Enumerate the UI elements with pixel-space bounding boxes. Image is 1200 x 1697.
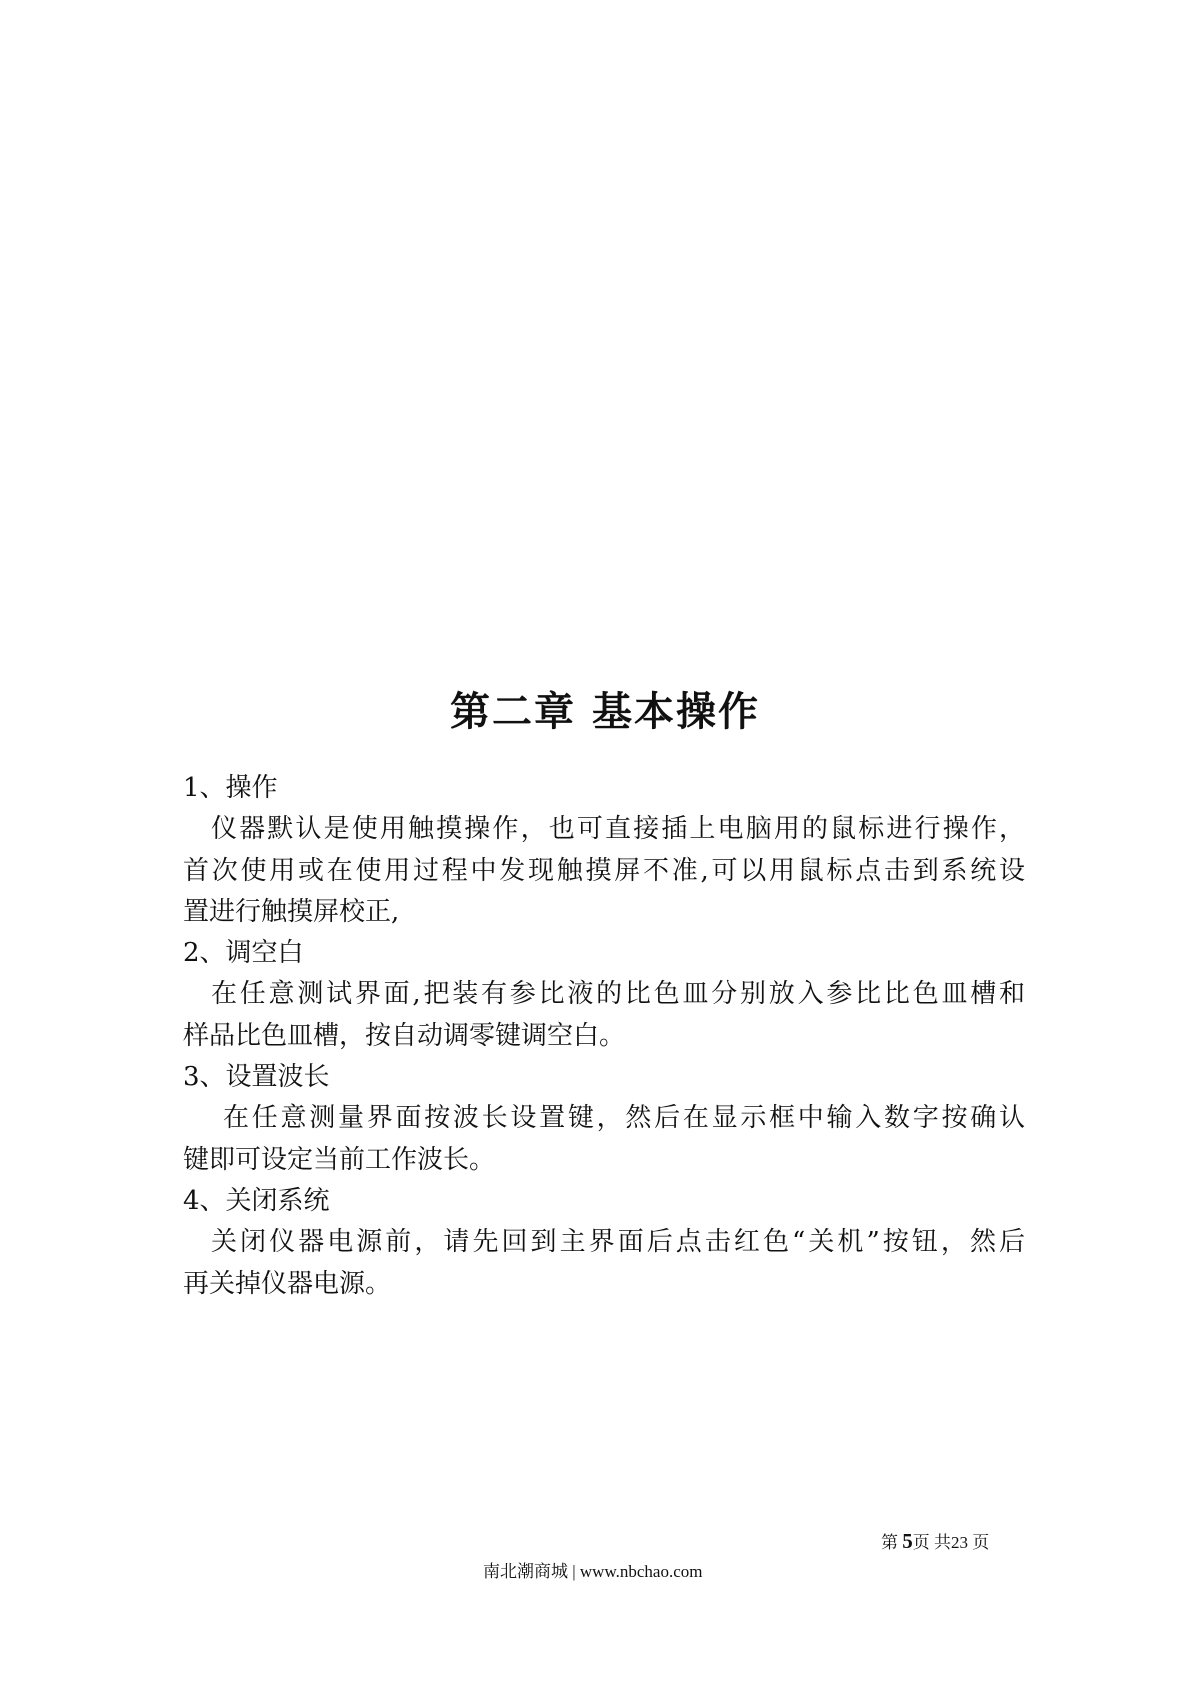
- paragraph-line: 仪器默认是使用触摸操作，也可直接插上电脑用的鼠标进行操作，: [211, 814, 1025, 845]
- page-prefix: 第: [881, 1533, 903, 1552]
- paragraph-line: 关闭仪器电源前，请先回到主界面后点击红色“关机”按钮，然后: [211, 1227, 1025, 1258]
- section-heading: 2、调空白: [183, 938, 304, 969]
- page-suffix: 页 共23 页: [912, 1533, 990, 1552]
- section-heading: 3、设置波长: [183, 1062, 330, 1093]
- paragraph-line: 首次使用或在使用过程中发现触摸屏不准,可以用鼠标点击到系统设: [183, 855, 1025, 886]
- paragraph-line: 键即可设定当前工作波长。: [183, 1144, 496, 1175]
- site-footer: 南北潮商城 | www.nbchao.com: [483, 1562, 703, 1581]
- current-page: 5: [902, 1529, 913, 1553]
- paragraph-line: 样品比色皿槽，按自动调零键调空白。: [183, 1020, 626, 1051]
- page-number: [881, 1528, 989, 1554]
- paragraph-line: 在任意测试界面,把装有参比液的比色皿分别放入参比比色皿槽和: [211, 979, 1025, 1010]
- paragraph-line: 再关掉仪器电源。: [183, 1268, 392, 1299]
- section-heading: 4、关闭系统: [183, 1185, 330, 1216]
- paragraph-line: 在任意测量界面按波长设置键，然后在显示框中输入数字按确认: [223, 1103, 1025, 1134]
- chapter-title: 第二章 基本操作: [450, 688, 760, 735]
- section-heading: 1、操作: [183, 773, 278, 803]
- document-body: [183, 768, 1025, 1305]
- paragraph-line: 置进行触摸屏校正,: [183, 896, 400, 927]
